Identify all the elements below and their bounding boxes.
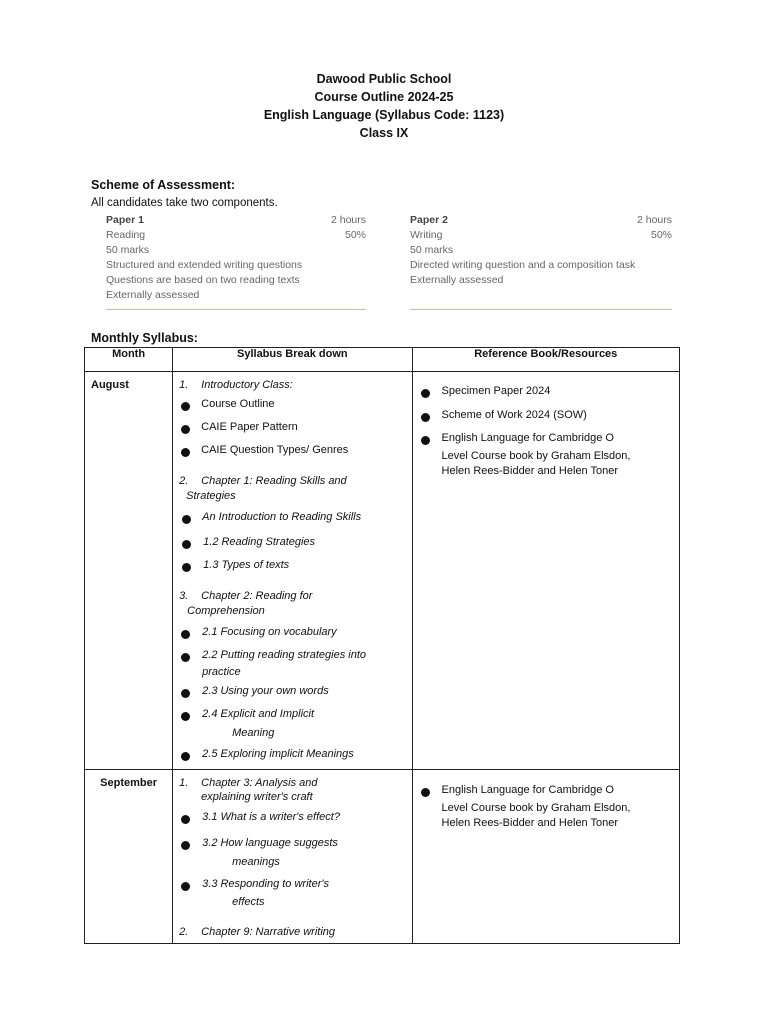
paper1-name: Reading — [106, 229, 146, 241]
list-item: 2.3 Using your own words — [202, 685, 329, 697]
list-item: effects — [232, 896, 265, 908]
list-item: meanings — [232, 856, 280, 868]
bullet-icon — [421, 788, 430, 797]
list-item: 1.3 Types of texts — [203, 559, 290, 571]
list-number: 1. — [179, 777, 189, 789]
table-row-august — [85, 372, 680, 770]
list-item: 2.5 Exploring implicit Meanings — [202, 748, 354, 760]
paper1-line1: Structured and extended writing questions — [106, 259, 303, 271]
bullet-icon — [182, 563, 191, 572]
list-number: 2. — [179, 475, 189, 487]
bullet-icon — [181, 815, 190, 824]
syllabus-table — [84, 347, 680, 944]
paper2-name: Writing — [410, 229, 443, 241]
bullet-icon — [421, 389, 430, 398]
bullet-icon — [181, 882, 190, 891]
class-title: Class IX — [359, 126, 409, 140]
table-row-september — [85, 770, 680, 944]
reference-item: Scheme of Work 2024 (SOW) — [441, 409, 587, 421]
bullet-icon — [181, 653, 190, 662]
list-item: Chapter 1: Reading Skills and — [201, 475, 347, 487]
bullet-icon — [182, 515, 191, 524]
paper1-box — [106, 213, 366, 310]
bullet-icon — [181, 425, 190, 434]
bullet-icon — [181, 402, 190, 411]
syllabus-heading: Monthly Syllabus: — [91, 331, 198, 345]
list-item: 3.2 How language suggests — [202, 837, 338, 849]
paper2-duration: 2 hours — [636, 214, 672, 226]
bullet-icon — [421, 413, 430, 422]
paper2-weight: 50% — [650, 229, 672, 241]
august-breakdown — [173, 372, 412, 770]
paper1-marks: 50 marks — [106, 244, 150, 256]
paper2-marks: 50 marks — [410, 244, 454, 256]
paper2-line2: Externally assessed — [410, 274, 504, 286]
col-breakdown: Syllabus Break down — [173, 348, 412, 372]
paper1-line2: Questions are based on two reading texts — [106, 274, 300, 286]
reference-item: Helen Rees-Bidder and Helen Toner — [441, 465, 619, 477]
august-references — [412, 372, 679, 770]
bullet-icon — [421, 436, 430, 445]
bullet-icon — [181, 841, 190, 850]
list-item: Meaning — [232, 727, 275, 739]
list-number: 1. — [179, 379, 189, 391]
list-item: 2.2 Putting reading strategies into — [202, 649, 367, 661]
col-month: Month — [85, 348, 173, 372]
course-title: Course Outline 2024-25 — [314, 90, 454, 104]
bullet-icon — [181, 448, 190, 457]
paper1-line3: Externally assessed — [106, 289, 200, 301]
list-item: CAIE Question Types/ Genres — [201, 444, 349, 456]
paper2-title: Paper 2 — [410, 214, 448, 226]
paper2-box — [410, 213, 672, 310]
bullet-icon — [181, 752, 190, 761]
table-header-row — [85, 348, 680, 372]
subject-title: English Language (Syllabus Code: 1123) — [263, 108, 505, 122]
list-item: CAIE Paper Pattern — [201, 421, 298, 433]
paper2-divider — [410, 309, 672, 310]
september-breakdown — [173, 770, 412, 944]
september-references — [412, 770, 679, 944]
school-name: Dawood Public School — [316, 72, 452, 86]
month-september: September — [85, 770, 173, 944]
list-item: practice — [202, 666, 241, 678]
list-item: Course Outline — [201, 398, 275, 410]
assessment-intro: All candidates take two components. — [91, 197, 278, 209]
list-item: 2.4 Explicit and Implicit — [202, 708, 315, 720]
list-item: Strategies — [186, 490, 236, 502]
reference-item: Level Course book by Graham Elsdon, — [441, 450, 631, 462]
col-references: Reference Book/Resources — [412, 348, 679, 372]
list-item: Chapter 3: Analysis and — [201, 777, 318, 789]
bullet-icon — [181, 689, 190, 698]
list-item: Introductory Class: — [201, 379, 293, 391]
list-item: explaining writer's craft — [201, 791, 313, 803]
bullet-icon — [181, 712, 190, 721]
paper1-title: Paper 1 — [106, 214, 144, 226]
list-item: 3.3 Responding to writer's — [202, 878, 329, 890]
assessment-heading: Scheme of Assessment: — [91, 178, 236, 192]
reference-item: English Language for Cambridge O — [441, 784, 614, 796]
reference-item: English Language for Cambridge O — [441, 432, 614, 444]
list-item: An Introduction to Reading Skills — [202, 511, 362, 523]
paper1-divider — [106, 309, 366, 310]
list-item: Comprehension — [187, 605, 265, 617]
reference-item: Helen Rees-Bidder and Helen Toner — [441, 817, 619, 829]
bullet-icon — [181, 630, 190, 639]
paper1-weight: 50% — [344, 229, 366, 241]
reference-item: Specimen Paper 2024 — [441, 385, 551, 397]
list-item: 3.1 What is a writer's effect? — [202, 811, 340, 823]
paper1-duration: 2 hours — [330, 214, 366, 226]
month-august: August — [85, 372, 173, 770]
paper2-line1: Directed writing question and a composition task — [410, 259, 636, 271]
list-item: 2.1 Focusing on vocabulary — [202, 626, 337, 638]
list-number: 3. — [179, 590, 189, 602]
list-item: Chapter 9: Narrative writing — [201, 926, 336, 938]
list-item: 1.2 Reading Strategies — [203, 536, 316, 548]
bullet-icon — [182, 540, 191, 549]
list-item: Chapter 2: Reading for — [201, 590, 313, 602]
reference-item: Level Course book by Graham Elsdon, — [441, 802, 631, 814]
list-number: 2. — [179, 926, 189, 938]
